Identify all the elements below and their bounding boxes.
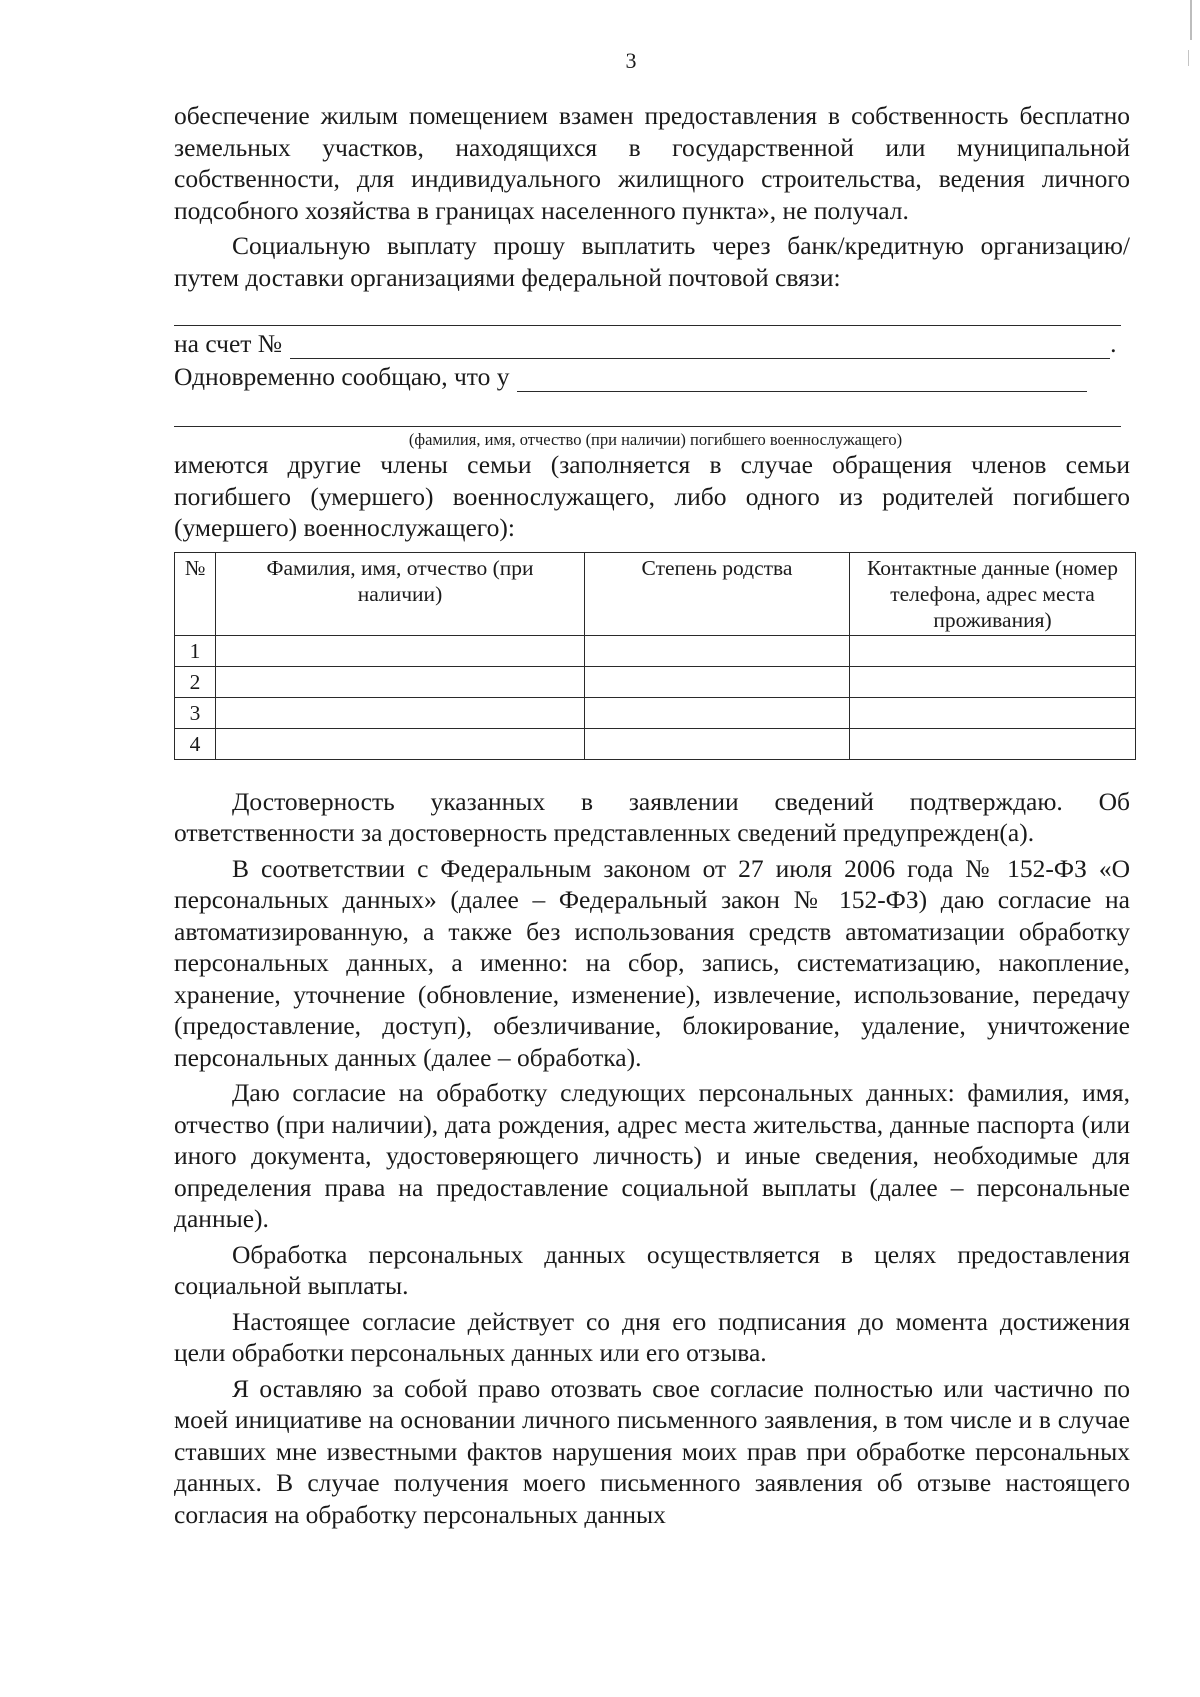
cell-contact-data xyxy=(850,728,1136,759)
paragraph-consent-data-list: Даю согласие на обработку следующих персональных данных: фамилия, имя, отчество (при наличии), дата рождения, адрес места жительства, данные паспорта (или иного документа, удостоверяющего личность) и иные сведения, необходимые для определения права на предоставление социальной выплаты (далее – персональные данные). xyxy=(174,1078,1130,1233)
cell-relationship xyxy=(585,728,850,759)
account-number-field xyxy=(290,334,1110,359)
deceased-name-field xyxy=(517,367,1087,392)
paragraph-accuracy: Достоверность указанных в заявлении сведений подтверждаю. Об ответственности за достоверность представленных сведений предупрежден(а). xyxy=(174,786,1130,847)
cell-relationship xyxy=(585,666,850,697)
header-number: № xyxy=(175,552,216,635)
cell-contact-data xyxy=(850,635,1136,666)
account-number-end: . xyxy=(1110,328,1117,358)
cell-contact-data xyxy=(850,666,1136,697)
notice-label: Одновременно сообщаю, что у xyxy=(174,361,510,391)
cell-full-name xyxy=(216,728,585,759)
table-row xyxy=(175,697,1136,728)
cell-full-name xyxy=(216,666,585,697)
table-row xyxy=(175,728,1136,759)
table-header-row xyxy=(175,552,1136,635)
header-relationship: Степень родства xyxy=(585,552,850,635)
paragraph-consent-validity: Настоящее согласие действует со дня его подписания до момента достижения цели обработки персональных данных или его отзыва. xyxy=(174,1306,1130,1367)
deceased-name-caption: (фамилия, имя, отчество (при наличии) погибшего военнослужащего) xyxy=(408,430,903,449)
row-number: 1 xyxy=(175,635,216,666)
header-full-name: Фамилия, имя, отчество (при наличии) xyxy=(216,552,585,635)
paragraph-consent-152fz: В соответствии с Федеральным законом от 27 июля 2006 года № 152-ФЗ «О персональных данных» (далее – Федеральный закон № 152-ФЗ) даю согласие на автоматизированную, а также без использования средств автоматизации обработку персональных данных, а именно: на сбор, запись, систематизацию, накопление, хранение, уточнение (обновление, изменение), извлечение, использование, передачу (предоставление, доступ), обезличивание, блокирование, удаление, уничтожение персональных данных (далее – обработка). xyxy=(174,853,1130,1072)
document-body xyxy=(174,100,1130,1530)
row-number: 2 xyxy=(175,666,216,697)
row-number: 3 xyxy=(175,697,216,728)
paragraph-continuation: обеспечение жилым помещением взамен предоставления в собственность бесплатно земельных участков, находящихся в государственной или муниципальной собственности, для индивидуального жилищного строительства, ведения личного подсобного хозяйства в границах населенного пункта», не получал. xyxy=(174,101,1130,225)
table-row xyxy=(175,635,1136,666)
header-contact-data: Контактные данные (номер телефона, адрес места проживания) xyxy=(850,552,1136,635)
cell-full-name xyxy=(216,697,585,728)
cell-contact-data xyxy=(850,697,1136,728)
account-number-row xyxy=(174,326,1130,359)
deceased-name-field-line2 xyxy=(174,398,1121,427)
paragraph-family-members: имеются другие члены семьи (заполняется в случае обращения членов семьи погибшего (умершего) военнослужащего, либо одного из родителей погибшего (умершего) военнослужащего): xyxy=(174,450,1130,542)
paragraph-consent-withdrawal: Я оставляю за собой право отозвать свое согласие полностью или частично по моей инициативе на основании личного письменного заявления, в том числе и в случае ставших мне известными фактов нарушения моих прав при обработке персональных данных. В случае получения моего письменного заявления об отзыве настоящего согласия на обработку персональных данных xyxy=(174,1373,1130,1529)
page-number: 3 xyxy=(625,48,637,73)
row-number: 4 xyxy=(175,728,216,759)
family-members-table xyxy=(174,552,1136,760)
cell-full-name xyxy=(216,635,585,666)
account-number-label: на счет № xyxy=(174,328,283,358)
cell-relationship xyxy=(585,697,850,728)
payment-method-blank-line xyxy=(174,297,1121,326)
notice-row xyxy=(174,359,1130,392)
paragraph-processing-purpose: Обработка персональных данных осуществляется в целях предоставления социальной выплаты. xyxy=(174,1239,1130,1300)
cell-relationship xyxy=(585,635,850,666)
paragraph-payment-method: Социальную выплату прошу выплатить через банк/кредитную организацию/путем доставки организациями федеральной почтовой связи: xyxy=(174,231,1130,292)
scan-edge-mark xyxy=(1190,0,1192,40)
table-row xyxy=(175,666,1136,697)
